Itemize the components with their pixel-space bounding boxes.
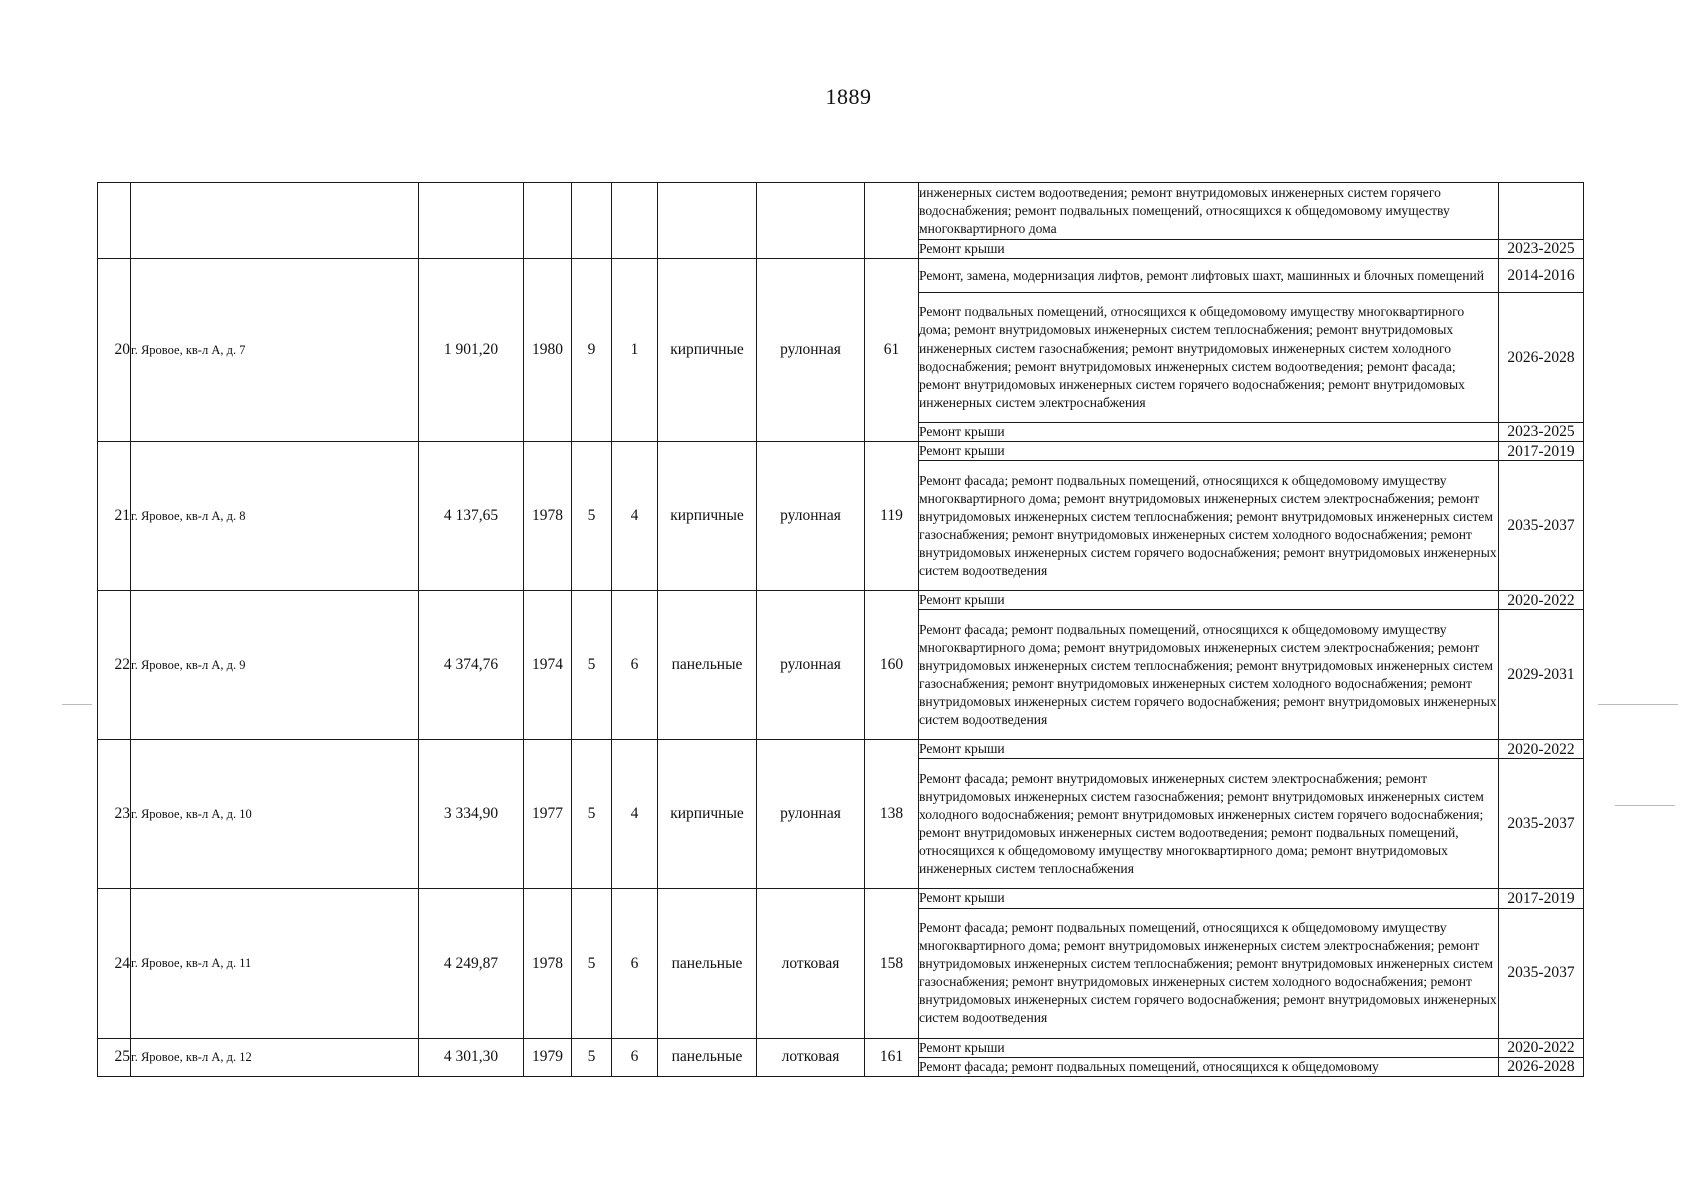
table-row <box>98 442 1584 461</box>
row-number: 22 <box>98 591 131 740</box>
wall-material: кирпичные <box>658 442 757 591</box>
work-description: Ремонт, замена, модернизация лифтов, ремонт лифтовых шахт, машинных и блочных помещений <box>919 259 1499 293</box>
scan-mark <box>62 704 92 705</box>
entrances: 4 <box>612 442 658 591</box>
total-area: 4 301,30 <box>419 1038 524 1076</box>
work-description: Ремонт фасада; ремонт подвальных помещений, относящихся к общедомовому имуществу многоквартирного дома; ремонт внутридомовых инженерных систем электроснабжения; ремонт внутридомовых инженерных систем теплоснабжения; ремонт внутридомовых инженерных систем газоснабжения; ремонт внутридомовых инженерных систем холодного водоснабжения; ремонт внутридомовых инженерных систем горячего водоснабжения; ремонт внутридомовых инженерных систем водоотведения <box>919 461 1499 591</box>
work-description: Ремонт фасада; ремонт внутридомовых инженерных систем электроснабжения; ремонт внутридомовых инженерных систем газоснабжения; ремонт внутридомовых инженерных систем холодного водоснабжения; ремонт внутридомовых инженерных систем горячего водоснабжения; ремонт внутридомовых инженерных систем водоотведения; ремонт подвальных помещений, относящихся к общедомовому имуществу многоквартирного дома; ремонт внутридомовых инженерных систем теплоснабжения <box>919 759 1499 889</box>
entrances: 4 <box>612 740 658 889</box>
row-number: 20 <box>98 259 131 442</box>
residents: 61 <box>865 259 919 442</box>
table-row <box>98 740 1584 759</box>
work-period: 2017-2019 <box>1499 442 1584 461</box>
work-period: 2023-2025 <box>1499 423 1584 442</box>
wall-material: кирпичные <box>658 259 757 442</box>
entrances: 1 <box>612 259 658 442</box>
wall-material: панельные <box>658 591 757 740</box>
row-number: 23 <box>98 740 131 889</box>
address: г. Яровое, кв-л А, д. 12 <box>131 1038 419 1076</box>
build-year: 1978 <box>524 889 572 1038</box>
empty-cell <box>131 183 419 259</box>
work-description: Ремонт крыши <box>919 423 1499 442</box>
wall-material: кирпичные <box>658 740 757 889</box>
roof-type: лотковая <box>757 889 865 1038</box>
work-description: Ремонт фасада; ремонт подвальных помещений, относящихся к общедомовому имуществу многоквартирного дома; ремонт внутридомовых инженерных систем электроснабжения; ремонт внутридомовых инженерных систем теплоснабжения; ремонт внутридомовых инженерных систем газоснабжения; ремонт внутридомовых инженерных систем холодного водоснабжения; ремонт внутридомовых инженерных систем горячего водоснабжения; ремонт внутридомовых инженерных систем водоотведения <box>919 610 1499 740</box>
work-description: Ремонт крыши <box>919 1038 1499 1057</box>
work-description: Ремонт фасада; ремонт подвальных помещений, относящихся к общедомовому <box>919 1057 1499 1076</box>
entrances: 6 <box>612 591 658 740</box>
work-description: Ремонт фасада; ремонт подвальных помещений, относящихся к общедомовому имуществу многоквартирного дома; ремонт внутридомовых инженерных систем электроснабжения; ремонт внутридомовых инженерных систем теплоснабжения; ремонт внутридомовых инженерных систем газоснабжения; ремонт внутридомовых инженерных систем холодного водоснабжения; ремонт внутридомовых инженерных систем горячего водоснабжения; ремонт внутридомовых инженерных систем водоотведения <box>919 908 1499 1038</box>
empty-cell <box>865 183 919 259</box>
empty-cell <box>612 183 658 259</box>
table-row <box>98 889 1584 908</box>
work-period <box>1499 183 1584 240</box>
work-description: Ремонт крыши <box>919 740 1499 759</box>
work-period: 2020-2022 <box>1499 740 1584 759</box>
entrances: 6 <box>612 889 658 1038</box>
total-area: 4 249,87 <box>419 889 524 1038</box>
work-period: 2023-2025 <box>1499 240 1584 259</box>
floors: 9 <box>572 259 612 442</box>
floors: 5 <box>572 889 612 1038</box>
work-period: 2014-2016 <box>1499 259 1584 293</box>
build-year: 1979 <box>524 1038 572 1076</box>
floors: 5 <box>572 1038 612 1076</box>
address: г. Яровое, кв-л А, д. 8 <box>131 442 419 591</box>
floors: 5 <box>572 591 612 740</box>
page-number: 1889 <box>825 84 872 109</box>
total-area: 4 137,65 <box>419 442 524 591</box>
work-period: 2035-2037 <box>1499 461 1584 591</box>
work-period: 2026-2028 <box>1499 1057 1584 1076</box>
roof-type: рулонная <box>757 740 865 889</box>
empty-cell <box>572 183 612 259</box>
roof-type: рулонная <box>757 442 865 591</box>
floors: 5 <box>572 442 612 591</box>
residents: 160 <box>865 591 919 740</box>
empty-cell <box>419 183 524 259</box>
residents: 138 <box>865 740 919 889</box>
table-row <box>98 1038 1584 1057</box>
row-number: 25 <box>98 1038 131 1076</box>
wall-material: панельные <box>658 1038 757 1076</box>
entrances: 6 <box>612 1038 658 1076</box>
build-year: 1977 <box>524 740 572 889</box>
address: г. Яровое, кв-л А, д. 9 <box>131 591 419 740</box>
work-description: Ремонт крыши <box>919 442 1499 461</box>
work-period: 2035-2037 <box>1499 759 1584 889</box>
build-year: 1978 <box>524 442 572 591</box>
work-period: 2020-2022 <box>1499 1038 1584 1057</box>
roof-type: лотковая <box>757 1038 865 1076</box>
work-description: Ремонт крыши <box>919 240 1499 259</box>
empty-cell <box>658 183 757 259</box>
empty-cell <box>757 183 865 259</box>
work-description: инженерных систем водоотведения; ремонт внутридомовых инженерных систем горячего водоснабжения; ремонт подвальных помещений, относящихся к общедомовому имуществу многоквартирного дома <box>919 183 1499 240</box>
total-area: 4 374,76 <box>419 591 524 740</box>
work-period: 2017-2019 <box>1499 889 1584 908</box>
work-period: 2029-2031 <box>1499 610 1584 740</box>
residents: 119 <box>865 442 919 591</box>
empty-cell <box>524 183 572 259</box>
work-period: 2035-2037 <box>1499 908 1584 1038</box>
build-year: 1974 <box>524 591 572 740</box>
table-row <box>98 259 1584 293</box>
table-row <box>98 591 1584 610</box>
address: г. Яровое, кв-л А, д. 7 <box>131 259 419 442</box>
continuation-row <box>98 183 1584 240</box>
residents: 158 <box>865 889 919 1038</box>
total-area: 1 901,20 <box>419 259 524 442</box>
work-description: Ремонт крыши <box>919 591 1499 610</box>
roof-type: рулонная <box>757 591 865 740</box>
row-number: 21 <box>98 442 131 591</box>
row-number: 24 <box>98 889 131 1038</box>
address: г. Яровое, кв-л А, д. 10 <box>131 740 419 889</box>
work-description: Ремонт подвальных помещений, относящихся к общедомовому имуществу многоквартирного дома; ремонт внутридомовых инженерных систем теплоснабжения; ремонт внутридомовых инженерных систем газоснабжения; ремонт внутридомовых инженерных систем холодного водоснабжения; ремонт внутридомовых инженерных систем водоотведения; ремонт фасада; ремонт внутридомовых инженерных систем горячего водоснабжения; ремонт внутридомовых инженерных систем электроснабжения <box>919 293 1499 423</box>
floors: 5 <box>572 740 612 889</box>
total-area: 3 334,90 <box>419 740 524 889</box>
work-period: 2026-2028 <box>1499 293 1584 423</box>
empty-cell <box>98 183 131 259</box>
work-period: 2020-2022 <box>1499 591 1584 610</box>
wall-material: панельные <box>658 889 757 1038</box>
scan-mark <box>1598 704 1678 705</box>
capital-repair-table <box>97 182 1584 1077</box>
address: г. Яровое, кв-л А, д. 11 <box>131 889 419 1038</box>
build-year: 1980 <box>524 259 572 442</box>
scan-mark <box>1615 805 1675 806</box>
roof-type: рулонная <box>757 259 865 442</box>
work-description: Ремонт крыши <box>919 889 1499 908</box>
residents: 161 <box>865 1038 919 1076</box>
